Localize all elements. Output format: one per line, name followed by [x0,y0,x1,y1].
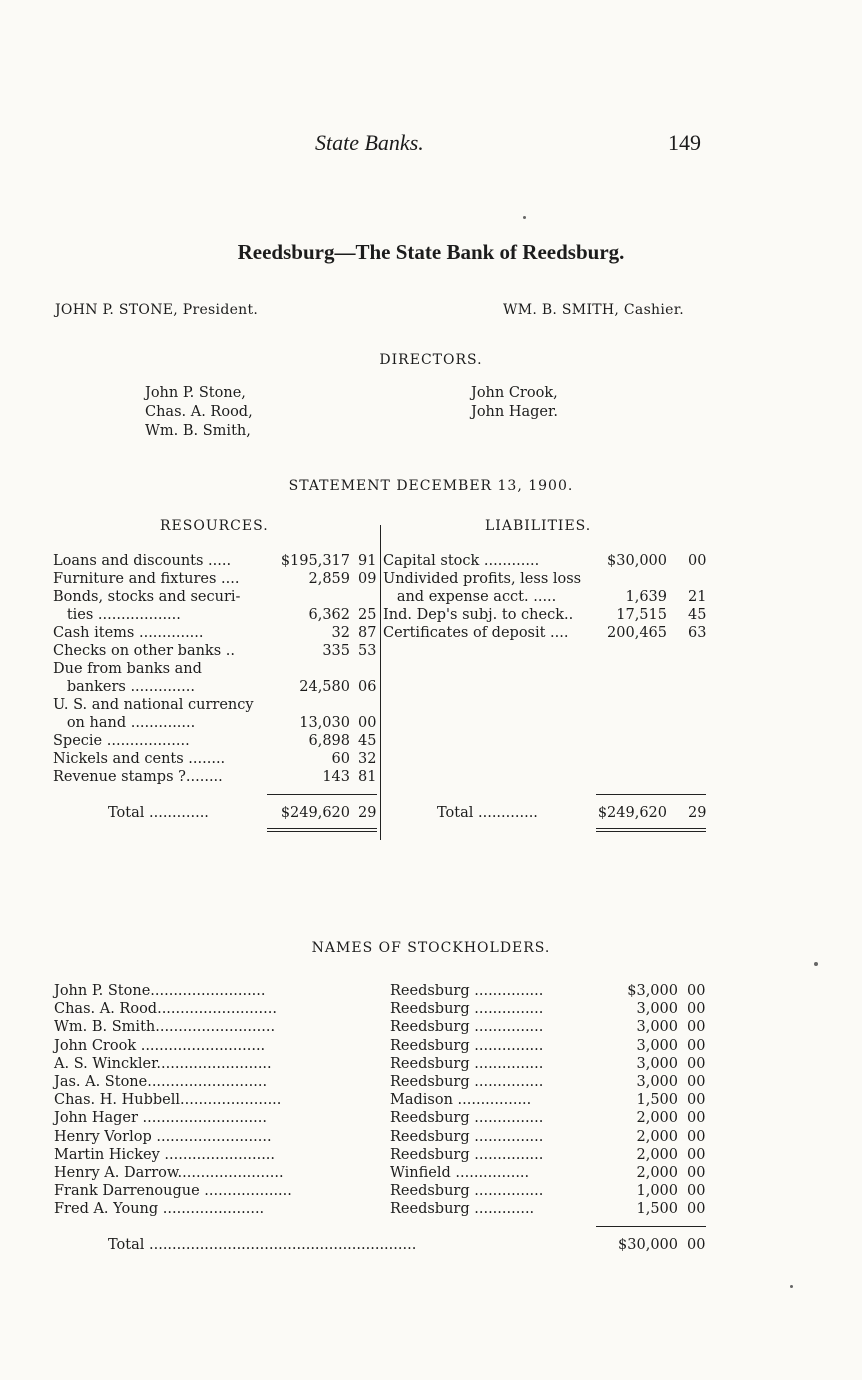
row-label: Checks on other banks .. [53,643,235,659]
row-dollars: 335 [322,643,350,659]
print-speck [814,962,818,966]
row-dollars: 60 [331,751,350,767]
stockholder-name: Wm. B. Smith.......................... [54,1019,276,1036]
resource-row [53,588,378,606]
stockholder-row [54,1000,708,1018]
row-label: Capital stock ............ [383,553,540,569]
resource-row [53,732,378,750]
cashier-line: WM. B. SMITH, Cashier. [503,302,684,318]
stockholder-cents: 00 [687,1146,706,1163]
liabilities-total-row [383,804,708,822]
director-name: John P. Stone, [145,385,246,401]
stockholder-residence: Reedsburg ............... [390,1146,544,1163]
stockholder-residence: Reedsburg ............... [390,1183,544,1200]
stockholder-dollars: 3,000 [636,1001,678,1018]
row-cents: 45 [688,607,707,623]
print-speck [790,1285,793,1288]
row-cents: 91 [358,553,377,569]
stockholder-cents: 00 [687,1201,706,1218]
row-label: ties .................. [53,607,181,623]
total-label: Total ............. [108,805,209,821]
stockholder-dollars: 2,000 [636,1146,678,1163]
resource-row [53,624,378,642]
row-dollars: 32 [331,625,350,641]
stockholder-cents: 00 [687,1183,706,1200]
stockholder-residence: Reedsburg ............... [390,1037,544,1054]
stockholder-row [54,982,708,1000]
total-dollars: $30,000 [618,1237,678,1253]
row-label: bankers .............. [53,679,195,695]
resource-row [53,552,378,570]
page-number: 149 [668,130,701,155]
total-label: Total ............. [437,805,538,821]
row-cents: 21 [688,589,707,605]
total-double-rule [596,828,706,829]
stockholder-row [54,1109,708,1127]
row-cents: 06 [358,679,377,695]
row-label: Bonds, stocks and securi- [53,589,241,605]
liability-row [383,588,708,606]
row-cents: 45 [358,733,377,749]
resource-row [53,678,378,696]
total-label: Total .......................................................... [108,1237,417,1253]
resource-row [53,642,378,660]
directors-right-list [471,384,558,422]
row-cents: 53 [358,643,377,659]
stockholder-residence: Reedsburg ............... [390,1110,544,1127]
resources-heading: RESOURCES. [160,518,269,534]
president-line: JOHN P. STONE, President. [55,302,259,318]
total-cents: 29 [358,805,377,821]
stockholder-name: A. S. Winckler......................... [54,1055,272,1072]
stockholder-residence: Madison ................ [390,1092,532,1109]
stockholder-row [54,1018,708,1036]
total-rule [596,794,706,795]
stockholder-residence: Reedsburg ............... [390,1074,544,1090]
row-dollars: 6,362 [308,607,350,623]
stockholder-cents: 00 [687,1055,706,1072]
director-name: Wm. B. Smith, [145,423,251,439]
stockholder-name: Chas. H. Hubbell...................... [54,1092,282,1109]
row-label: on hand .............. [53,715,196,731]
resource-row [53,714,378,732]
stockholder-row [54,1146,708,1164]
stockholder-name: Henry A. Darrow....................... [54,1165,284,1181]
row-label: Undivided profits, less loss [383,571,582,587]
row-cents: 09 [358,571,377,587]
stockholder-row [54,1164,708,1182]
stockholder-name: John P. Stone......................... [54,983,266,999]
stockholder-row [54,1073,708,1091]
liability-row [383,624,708,642]
stockholder-name: Jas. A. Stone.......................... [54,1074,268,1090]
row-dollars: 13,030 [299,715,350,731]
stockholder-dollars: 3,000 [636,1019,678,1036]
director-name: John Crook, [471,385,558,401]
liability-row [383,552,708,570]
total-cents: 29 [688,805,707,821]
stockholder-name: John Crook ........................... [54,1037,266,1054]
row-label: Cash items .............. [53,625,204,641]
liabilities-heading: LIABILITIES. [485,518,592,534]
bank-title: Reedsburg—The State Bank of Reedsburg. [237,240,625,264]
liability-row [383,570,708,588]
row-cents: 00 [688,553,707,569]
stockholders-total-row [54,1236,708,1254]
row-cents: 32 [358,751,377,767]
stockholder-residence: Reedsburg ............... [390,1128,544,1145]
total-double-rule [596,831,706,832]
stockholder-dollars: 1,500 [636,1092,678,1109]
resource-row [53,570,378,588]
row-label: Loans and discounts ..... [53,553,232,569]
resource-row [53,696,378,714]
total-dollars: $249,620 [280,805,350,821]
stockholder-cents: 00 [687,1019,706,1036]
row-dollars: $30,000 [607,553,667,569]
row-dollars: 143 [322,769,350,785]
stockholder-dollars: 2,000 [636,1165,678,1181]
resource-row [53,768,378,786]
liability-row [383,606,708,624]
stockholder-dollars: 1,500 [636,1201,678,1218]
stockholder-residence: Reedsburg ............. [390,1201,535,1218]
total-cents: 00 [687,1237,706,1253]
stockholder-dollars: $3,000 [627,983,678,999]
stockholder-dollars: 2,000 [636,1110,678,1127]
stockholder-cents: 00 [687,1037,706,1054]
total-dollars: $249,620 [597,805,667,821]
row-dollars: 6,898 [308,733,350,749]
stockholder-dollars: 3,000 [636,1074,678,1090]
row-cents: 87 [358,625,377,641]
row-label: Furniture and fixtures .... [53,571,240,587]
total-double-rule [267,828,377,829]
row-cents: 81 [358,769,377,785]
resource-row [53,606,378,624]
directors-heading: DIRECTORS. [379,352,483,368]
stockholder-row [54,1128,708,1146]
row-label: U. S. and national currency [53,697,254,713]
stockholder-dollars: 3,000 [636,1037,678,1054]
total-rule [267,794,377,795]
row-dollars: 1,639 [625,589,667,605]
resource-row [53,750,378,768]
row-label: Ind. Dep's subj. to check.. [383,607,574,623]
row-label: Revenue stamps ?........ [53,769,223,785]
stockholder-residence: Reedsburg ............... [390,1001,544,1018]
stockholder-residence: Reedsburg ............... [390,1019,544,1036]
stockholder-row [54,1091,708,1109]
stockholder-residence: Reedsburg ............... [390,1055,544,1072]
statement-heading: STATEMENT DECEMBER 13, 1900. [288,478,574,494]
stockholder-name: Henry Vorlop ......................... [54,1128,272,1145]
row-dollars: 2,859 [308,571,350,587]
column-divider [380,525,381,840]
stockholder-row [54,1200,708,1218]
stockholder-cents: 00 [687,1110,706,1127]
stockholder-cents: 00 [687,1092,706,1109]
stockholders-heading: NAMES OF STOCKHOLDERS. [311,940,551,956]
stockholder-name: Chas. A. Rood.......................... [54,1001,277,1018]
row-dollars: 200,465 [607,625,667,641]
directors-left-list [145,384,253,441]
stockholder-name: John Hager ........................... [54,1110,267,1127]
row-label: and expense acct. ..... [383,589,557,605]
stockholder-residence: Reedsburg ............... [390,983,544,999]
resource-row [53,660,378,678]
row-cents: 63 [688,625,707,641]
stockholder-cents: 00 [687,1074,706,1090]
stockholder-dollars: 3,000 [636,1055,678,1072]
resources-total-row [53,804,378,822]
director-name: John Hager. [471,404,558,420]
row-label: Due from banks and [53,661,202,677]
stockholder-row [54,1037,708,1055]
running-title: State Banks. [315,130,424,155]
stockholder-row [54,1055,708,1073]
row-label: Nickels and cents ........ [53,751,226,767]
stockholder-cents: 00 [687,1128,706,1145]
stockholder-cents: 00 [687,983,706,999]
stockholder-name: Martin Hickey ........................ [54,1146,276,1163]
director-name: Chas. A. Rood, [145,404,253,420]
stockholder-name: Fred A. Young ...................... [54,1201,265,1218]
stockholder-dollars: 1,000 [636,1183,678,1200]
row-dollars: $195,317 [280,553,350,569]
row-cents: 25 [358,607,377,623]
total-rule [596,1226,706,1227]
stockholder-dollars: 2,000 [636,1128,678,1145]
print-speck [523,216,526,219]
stockholder-cents: 00 [687,1001,706,1018]
row-label: Certificates of deposit .... [383,625,569,641]
row-dollars: 24,580 [299,679,350,695]
stockholder-residence: Winfield ................ [390,1165,530,1181]
row-label: Specie .................. [53,733,190,749]
row-dollars: 17,515 [616,607,667,623]
stockholder-cents: 00 [687,1165,706,1181]
stockholder-name: Frank Darrenougue ................... [54,1183,292,1200]
stockholder-row [54,1182,708,1200]
total-double-rule [267,831,377,832]
row-cents: 00 [358,715,377,731]
